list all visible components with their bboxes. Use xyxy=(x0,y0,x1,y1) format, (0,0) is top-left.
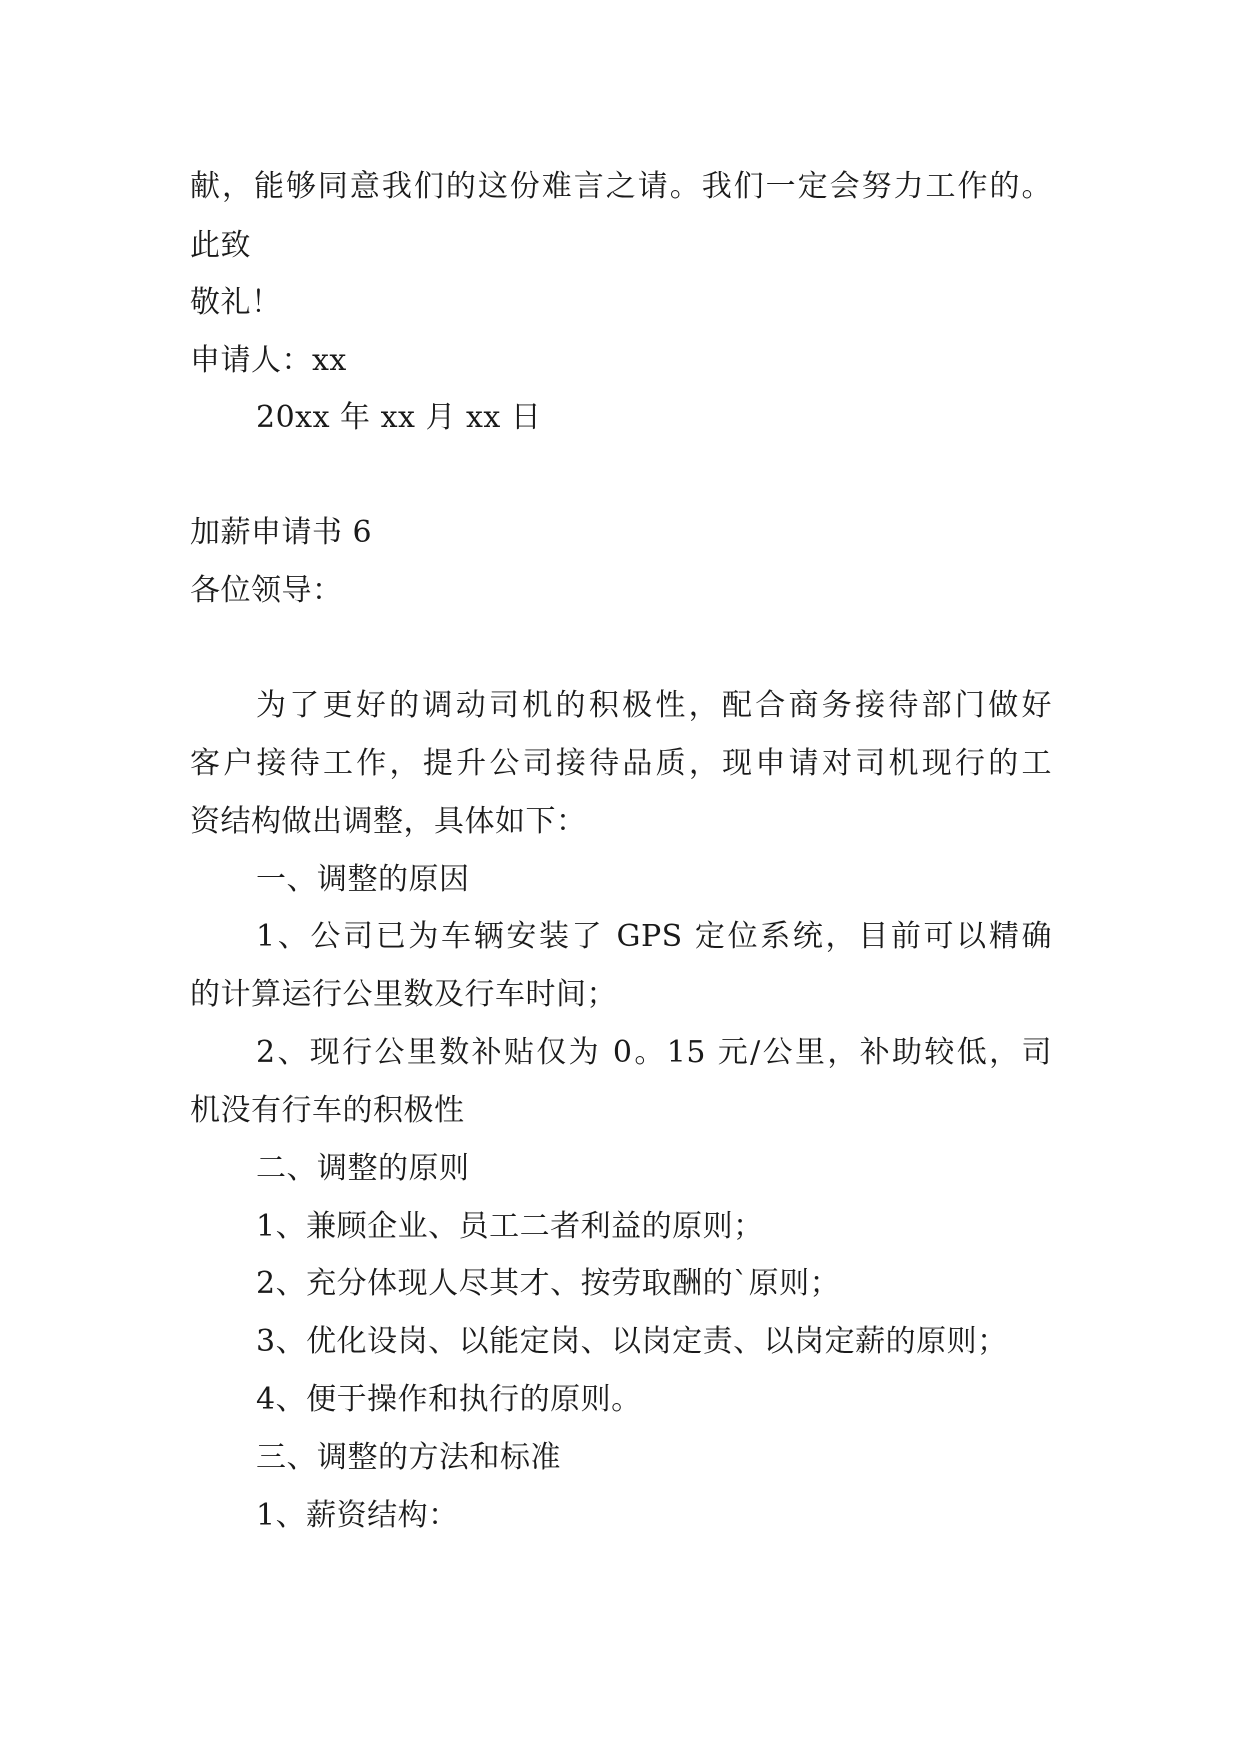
list-item: 2、现行公里数补贴仅为 0。15 元/公里，补助较低，司 xyxy=(256,1035,1052,1070)
application-date: 20xx 年 xx 月 xx 日 xyxy=(256,400,542,435)
list-item: 1、薪资结构： xyxy=(256,1498,459,1533)
text-line: 献，能够同意我们的这份难言之请。我们一定会努力工作的。 xyxy=(190,169,1052,204)
paragraph-line: 客户接待工作，提升公司接待品质，现申请对司机现行的工 xyxy=(190,746,1052,781)
list-item: 3、优化设岗、以能定岗、以岗定责、以岗定薪的原则； xyxy=(256,1324,1008,1359)
list-item: 4、便于操作和执行的原则。 xyxy=(256,1382,642,1417)
heading-line: 一、调整的原因 xyxy=(256,862,470,897)
list-item: 1、公司已为车辆安装了 GPS 定位系统，目前可以精确 xyxy=(256,919,1052,954)
applicant-signature: 申请人：xx xyxy=(190,343,347,378)
paragraph-line: 为了更好的调动司机的积极性，配合商务接待部门做好 xyxy=(256,688,1052,723)
heading-line: 三、调整的方法和标准 xyxy=(256,1440,561,1475)
greeting: 各位领导： xyxy=(190,573,343,608)
section-title: 加薪申请书 6 xyxy=(190,515,373,550)
paragraph-line: 资结构做出调整，具体如下： xyxy=(190,804,587,839)
closing-salutation: 此致 xyxy=(190,228,251,263)
list-item: 2、充分体现人尽其才、按劳取酬的`原则； xyxy=(256,1266,841,1301)
list-item: 1、兼顾企业、员工二者利益的原则； xyxy=(256,1209,764,1244)
heading-line: 二、调整的原则 xyxy=(256,1151,470,1186)
list-item-continuation: 的计算运行公里数及行车时间； xyxy=(190,977,617,1012)
closing-regards: 敬礼！ xyxy=(190,285,282,320)
list-item-continuation: 机没有行车的积极性 xyxy=(190,1093,465,1128)
